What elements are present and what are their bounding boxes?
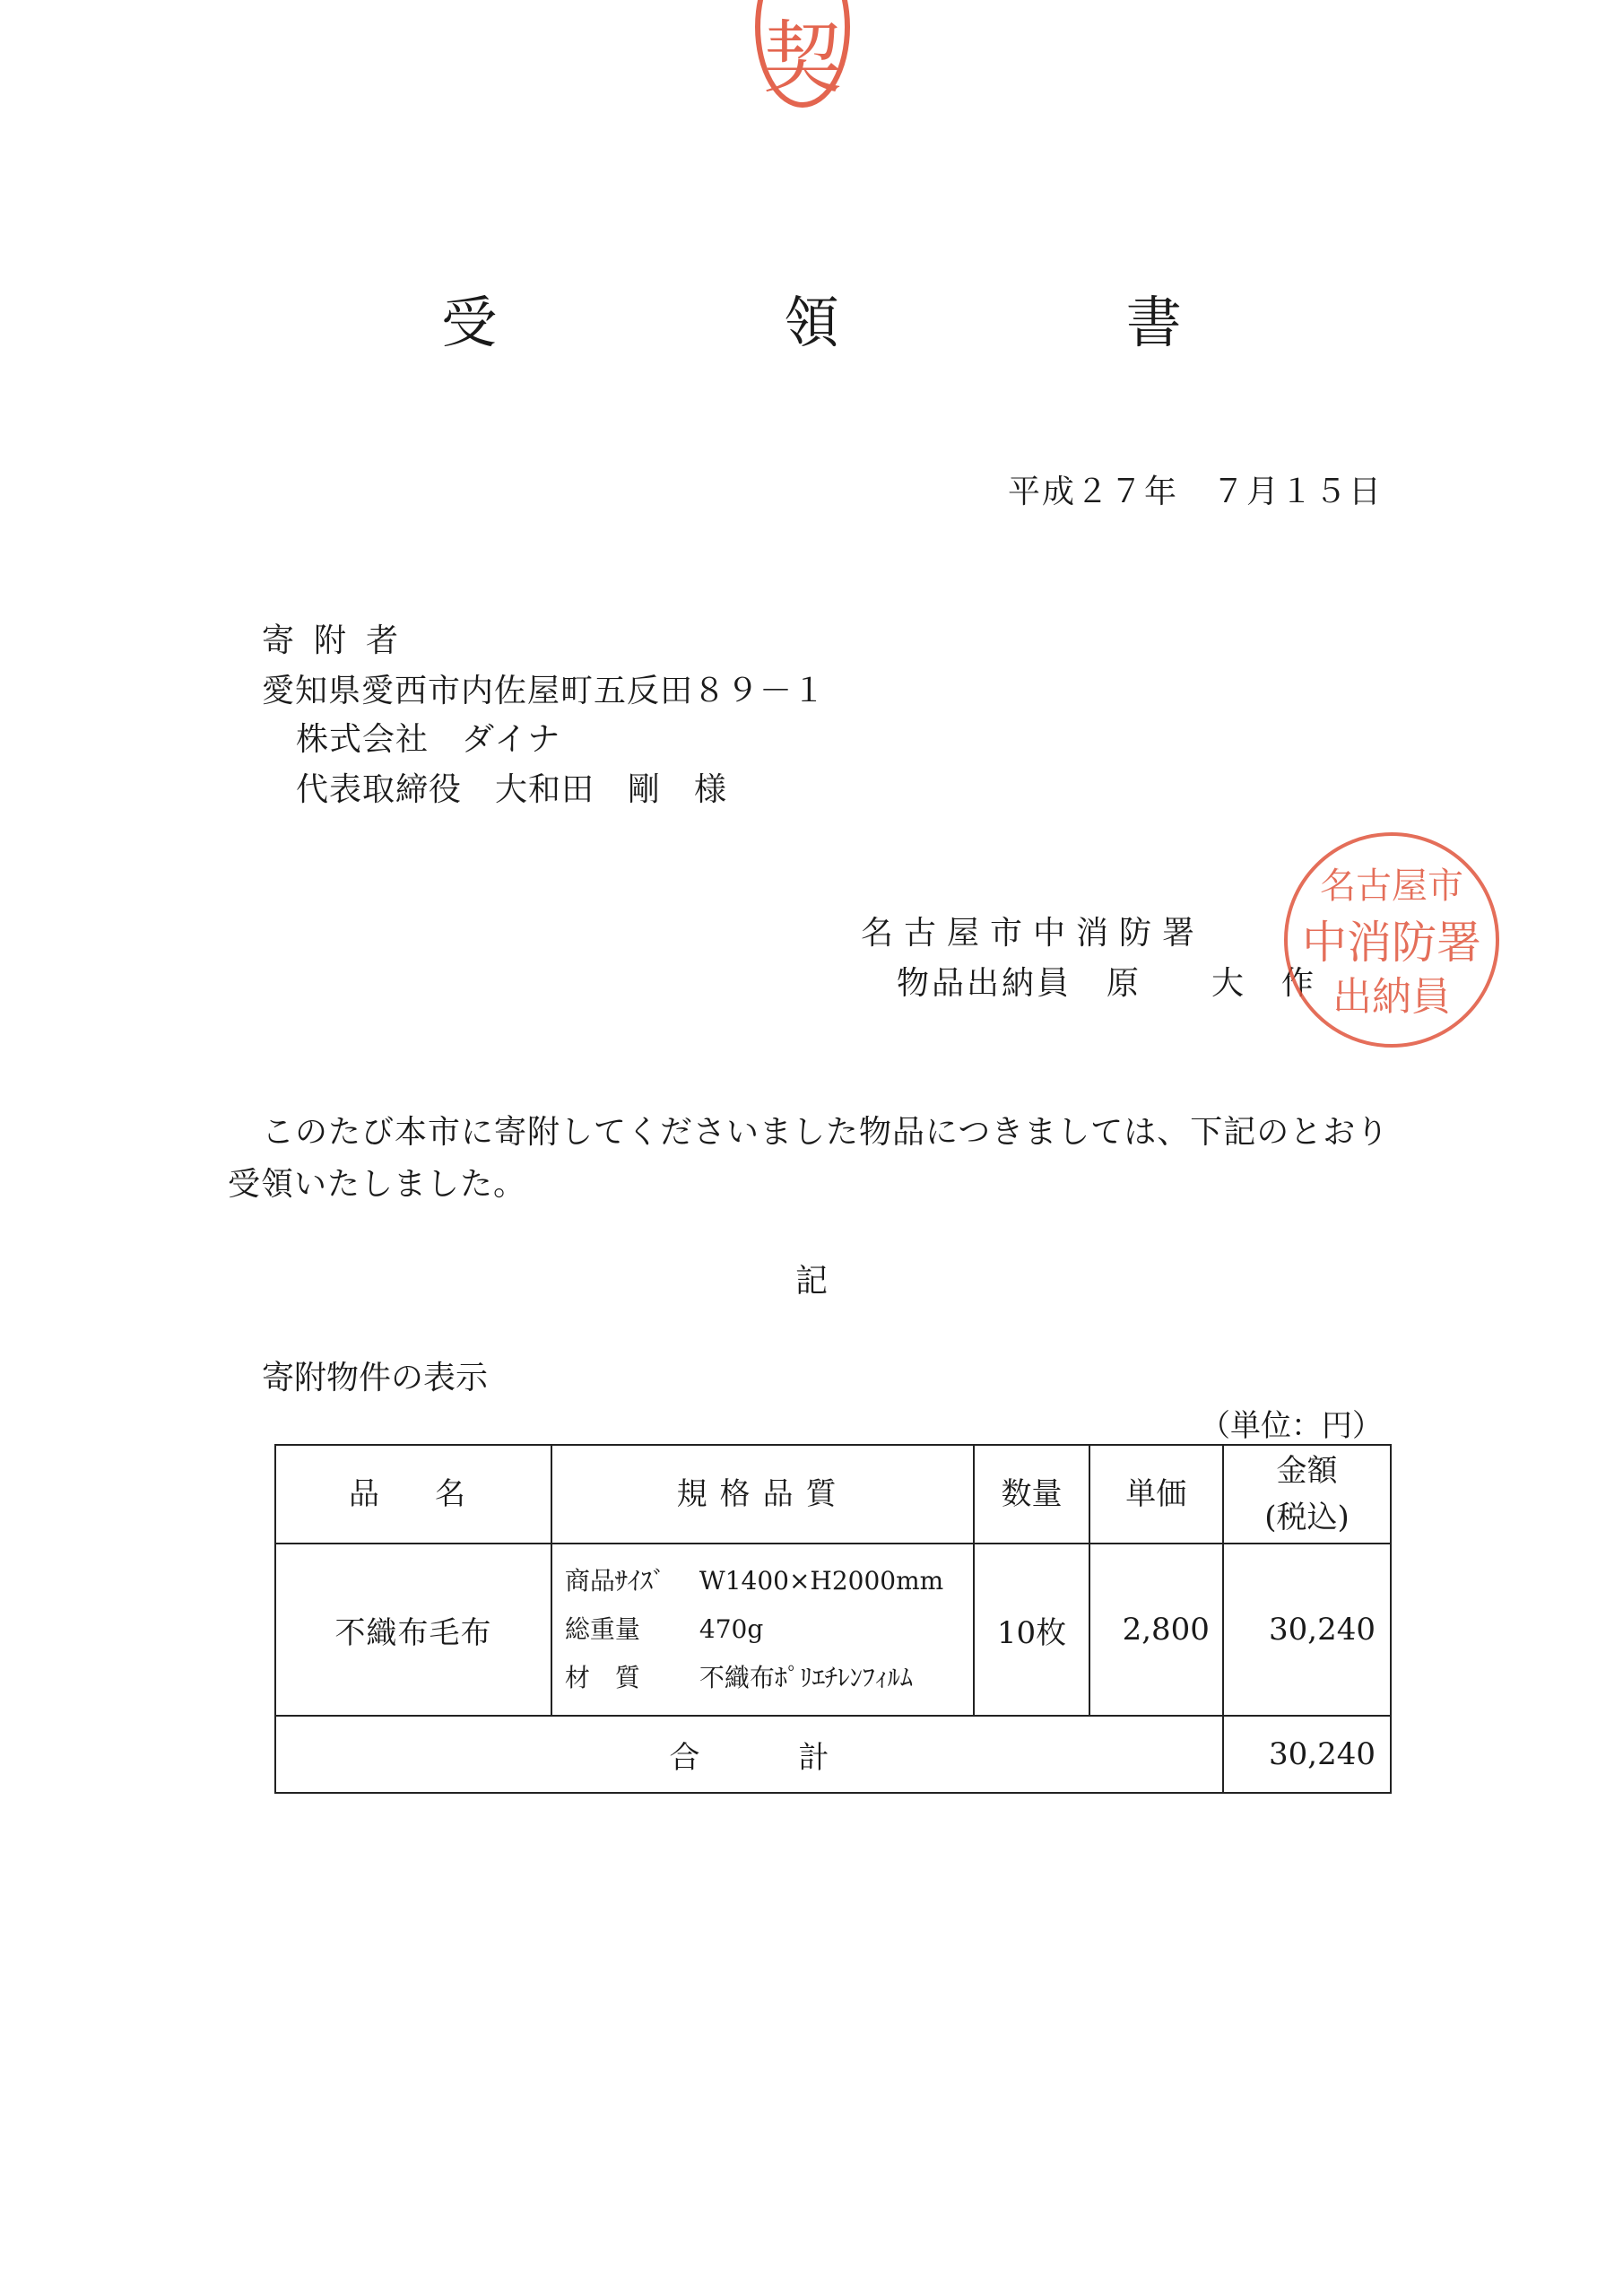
seal-line-1: 名古屋市 (1320, 865, 1463, 907)
item-amount: 30,240 (1223, 1544, 1391, 1716)
header-qty: 数量 (974, 1445, 1089, 1544)
spec-line (565, 1654, 973, 1702)
recipient-organization: 名古屋市中消防署 (861, 915, 1206, 952)
top-seal-stamp (755, 0, 850, 108)
spec-value: W1400×H2000mm (699, 1566, 944, 1596)
spec-label: 総重量 (564, 1614, 640, 1644)
table-header-row (275, 1445, 1391, 1544)
item-name: 不織布毛布 (275, 1544, 551, 1716)
total-amount: 30,240 (1223, 1716, 1391, 1793)
donor-company: 株式会社 ダイナ (296, 721, 561, 758)
donor-representative: 代表取締役 大和田 剛 様 (296, 771, 728, 808)
spec-line (565, 1605, 973, 1654)
header-name: 品 名 (275, 1445, 551, 1544)
official-seal-stamp (1284, 832, 1499, 1048)
donor-heading: 寄附者 (262, 622, 419, 659)
unit-note: （単位：円） (1200, 1408, 1383, 1444)
ki-heading: 記 (794, 1263, 828, 1300)
spec-value: 470g (699, 1614, 764, 1644)
header-amount (1223, 1445, 1391, 1544)
header-amount-line1: 金額 (1276, 1453, 1338, 1489)
spec-line (565, 1557, 973, 1605)
donation-items-table (274, 1444, 1392, 1794)
header-price: 単価 (1089, 1445, 1223, 1544)
item-unit-price: 2,800 (1089, 1544, 1223, 1716)
recipient-officer: 物品出納員 原 大 作 (897, 965, 1317, 1002)
header-spec: 規格品質 (551, 1445, 974, 1544)
spec-label: 材 質 (564, 1663, 640, 1692)
document-title: 受 領 書 (441, 290, 1316, 355)
spec-value: 不織布ﾎﾟﾘｴﾁﾚﾝﾌｨﾙﾑ (699, 1663, 913, 1692)
header-amount-line2: (税込) (1264, 1500, 1350, 1535)
items-heading: 寄附物件の表示 (262, 1360, 489, 1396)
seal-line-3: 出納員 (1332, 974, 1451, 1020)
body-text-line-1: このたび本市に寄附してくださいました物品につきましては、下記のとおり (262, 1114, 1390, 1151)
total-label: 合計 (275, 1716, 1223, 1793)
item-qty: 10枚 (974, 1544, 1089, 1716)
table-row (275, 1544, 1391, 1716)
donor-address: 愛知県愛西市内佐屋町五反田８９－１ (262, 673, 827, 709)
issue-date: 平成２７年 ７月１５日 (1007, 474, 1383, 510)
body-text-line-2: 受領いたしました。 (228, 1166, 527, 1203)
seal-line-2: 中消防署 (1302, 917, 1481, 969)
total-row (275, 1716, 1391, 1793)
spec-label: 商品ｻｲｽﾞ (564, 1566, 665, 1596)
item-spec (551, 1544, 974, 1716)
top-seal-char: 契 (762, 12, 842, 104)
